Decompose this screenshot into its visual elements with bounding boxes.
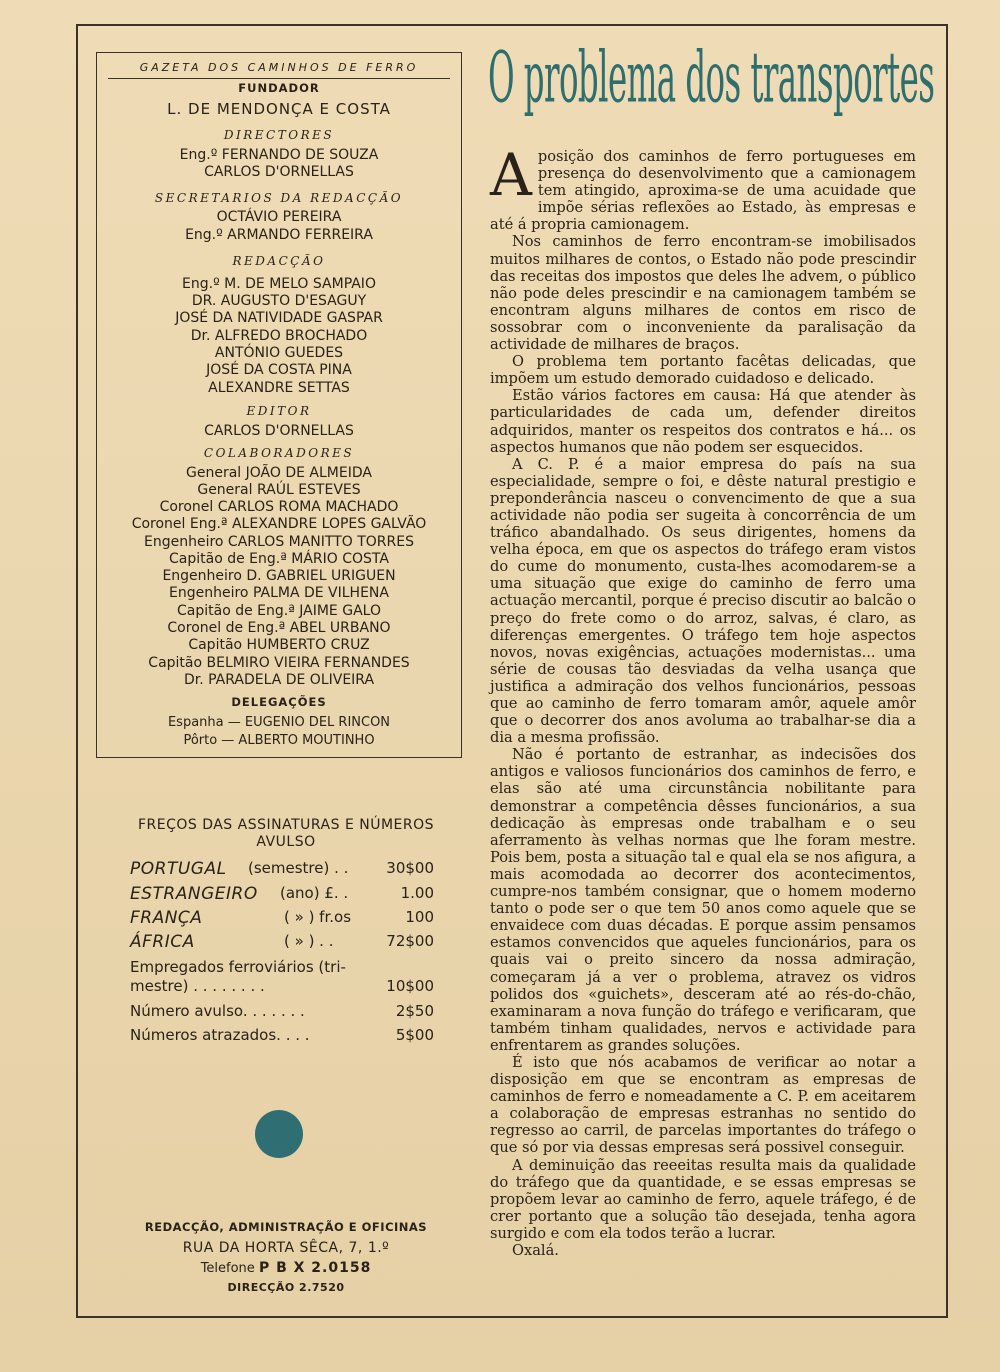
- editor-label: EDITOR: [246, 404, 312, 418]
- colaborador-name: Coronel CARLOS ROMA MACHADO: [159, 499, 399, 515]
- price-row: [130, 908, 434, 930]
- price-value: 2$50: [395, 1002, 434, 1020]
- prices-title-line: FREÇOS DAS ASSINATURAS E NÚMEROS: [137, 817, 435, 833]
- colaborador-name: Coronel Eng.ª ALEXANDRE LOPES GALVÃO: [131, 516, 427, 532]
- directores-label: DIRECTORES: [223, 128, 335, 142]
- article-paragraph: O problema tem portanto facêtas delicadas, que impõem um estudo demorado cuidadoso e delicado.: [490, 353, 916, 388]
- price-region: FRANÇA: [130, 908, 203, 928]
- article-body: [490, 141, 916, 1259]
- article-paragraph: É isto que nós acabamos de verificar ao notar a disposição em que se encontram as empresas de caminhos de ferro e nomeadamente a C. P. em aceitarem a colaboração de empresas estranhas no sentido do regresso ao carril, de parcelas importantes do tráfego o que só por via dessas empresas será possivel conseguir.: [490, 1053, 916, 1157]
- colaborador-name: General RAÚL ESTEVES: [197, 482, 361, 498]
- redaccao-label: REDACÇÃO: [232, 254, 326, 268]
- price-value: 100: [405, 908, 434, 926]
- price-region: PORTUGAL: [130, 859, 227, 879]
- direccao-line: DIRECÇÃO 2.7520: [227, 1281, 345, 1294]
- editor-name: CARLOS D'ORNELLAS: [204, 423, 354, 439]
- price-period: (semestre) . .: [248, 859, 349, 877]
- colaboradores-label: COLABORADORES: [203, 446, 355, 460]
- price-value: 5$00: [395, 1026, 434, 1044]
- colaborador-name: Capitão de Eng.ª MÁRIO COSTA: [169, 551, 389, 567]
- price-row: [130, 932, 434, 954]
- article-paragraph: Oxalá.: [512, 1242, 559, 1259]
- price-row: [130, 859, 434, 881]
- redaccao-name: JOSÉ DA NATIVIDADE GASPAR: [175, 310, 383, 326]
- colaborador-name: Capitão HUMBERTO CRUZ: [188, 637, 370, 653]
- redaccao-name: Eng.º M. DE MELO SAMPAIO: [182, 276, 376, 292]
- telefone-line: [100, 1260, 472, 1276]
- fundador-label: FUNDADOR: [238, 81, 320, 95]
- article-paragraph: Estão vários factores em causa: Há que atender às particularidades de cada um, defender direitos adquiridos, manter os respeitos dos contratos e há... os aspectos humanos que não podem ser esquecidos.: [490, 387, 916, 456]
- colaborador-name: Engenheiro D. GABRIEL URIGUEN: [162, 568, 396, 584]
- fundador-name: L. DE MENDONÇA E COSTA: [167, 100, 391, 118]
- price-row: [130, 977, 434, 999]
- redaccao-name: DR. AUGUSTO D'ESAGUY: [191, 293, 367, 309]
- director-name: CARLOS D'ORNELLAS: [204, 164, 354, 180]
- price-avulso: Número avulso. . . . . . .: [130, 1002, 305, 1020]
- price-region: ESTRANGEIRO: [130, 884, 258, 904]
- price-value: 10$00: [386, 977, 434, 995]
- telefone-number: P B X 2.0158: [258, 1260, 372, 1276]
- price-atrasados: Números atrazados. . . .: [130, 1026, 310, 1044]
- prices-title-line: AVULSO: [256, 834, 316, 850]
- article-paragraph: Não é portanto de estranhar, as indecisões dos antigos e valiosos funcionários dos caminhos de ferro, e elas são até uma circunstância nobilitante para demonstrar a competência dêsses funcionários, a sua dedicação às empresas onde trabalham e o seu aferramento às velhas normas que lhe foram mestre. Pois bem, posta a situação tal e qual ela se nos afigura, a mais acomodada ao decorrer dos acontecimentos, cumpre-nos também consignar, que o homem moderno tanto o pode ser o que tem 50 anos como aquele que se envaidece com duas décadas. E porque assim pensamos estamos convencidos que aqueles funcionários, para os quais vai o preito sincero da nossa admiração, começaram já a ver o problema, atravez os vidros polidos dos «guichets», desceram até ao rés-do-chão, examinaram a nova função do tráfego e verificaram, que também tinham qualidades, nervos e actividade para enfrentarem as grandes soluções.: [490, 746, 916, 1054]
- price-period: (ano) £. .: [280, 884, 349, 902]
- publication-name: GAZETA DOS CAMINHOS DE FERRO: [139, 61, 419, 74]
- delegacao-line: Espanha — EUGENIO DEL RINCON: [167, 715, 391, 730]
- redaccao-name: JOSÉ DA COSTA PINA: [206, 362, 352, 378]
- price-period: ( » ) . .: [284, 932, 334, 950]
- secretario-name: Eng.º ARMANDO FERREIRA: [185, 227, 373, 243]
- drop-cap: A: [490, 141, 532, 209]
- paragraph-text: posição dos caminhos de ferro portugueses em presença do desenvolvimento que a camionagem tem atingido, aproxima-se de uma acuidade que impõe sérias reflexões ao Estado, às empresas e até á propria camionagem.: [490, 148, 916, 234]
- prices-title: [100, 817, 472, 851]
- price-period: ( » ) fr.os: [284, 908, 352, 926]
- article-paragraph: A deminuição das reeeitas resulta mais da qualidade do tráfego que da quantidade, e se essas empresas se propõem levar ao caminho de ferro, aquele tráfego, é de crer portanto que a solução tão desejada, tenha agora surgido e com ela todos terão a lucrar.: [490, 1156, 916, 1242]
- redaccao-name: ALEXANDRE SETTAS: [208, 380, 350, 396]
- colaborador-name: General JOÃO DE ALMEIDA: [186, 465, 372, 481]
- redaccao-name: ANTÓNIO GUEDES: [214, 345, 344, 361]
- redaccao-name: Dr. ALFREDO BROCHADO: [190, 328, 368, 344]
- secretario-name: OCTÁVIO PEREIRA: [216, 209, 342, 225]
- secretarios-label: SECRETARIOS DA REDACÇÃO: [154, 191, 404, 205]
- price-empregados-line: mestre) . . . . . . . .: [130, 977, 265, 995]
- price-row: [130, 884, 434, 906]
- price-value: 30$00: [386, 859, 434, 877]
- decorative-dot: [255, 1110, 303, 1158]
- colaborador-name: Capitão de Eng.ª JAIME GALO: [177, 603, 381, 619]
- director-name: Eng.º FERNANDO DE SOUZA: [179, 147, 379, 163]
- price-value: 72$00: [386, 932, 434, 950]
- publication-rule: [108, 78, 450, 79]
- article-paragraph: [490, 141, 916, 234]
- article-paragraph: A C. P. é a maior empresa do país na sua especialidade, sempre o foi, e dêste natural prestigio e preponderância nasceu o convencimento de que a sua actividade não podia ser sugeita à concorrência de um tráfico abandalhado. Os seus dirigentes, homens da velha época, em que os aspectos do tráfego eram vistos do cume do monumento, custa-lhes acomodarem-se a uma situação que exige do caminho de ferro uma actuação mercantil, porque é preciso discutir ao balcão o preço do frete como o do arroz, salvas, é claro, as diferenças emergentes. O tráfego tem hoje aspectos novos, novas exigências, actuações modernistas... uma série de cousas tão desviadas da velha usança que justifica a admiração dos velhos funcionários, pessoas que ao caminho de ferro tomaram amôr, aquele amôr que o decorrer dos anos avoluma ao trabalhar-se dia a dia a mesma profissão.: [490, 455, 916, 747]
- price-empregados: [130, 958, 434, 976]
- colaborador-name: Capitão BELMIRO VIEIRA FERNANDES: [148, 655, 410, 671]
- delegacao-line: Pôrto — ALBERTO MOUTINHO: [183, 733, 375, 748]
- colaborador-name: Dr. PARADELA DE OLIVEIRA: [183, 672, 375, 688]
- telefone-label: Telefone: [200, 1261, 255, 1276]
- delegacoes-label: DELEGAÇÕES: [231, 695, 327, 709]
- colaborador-name: Engenheiro CARLOS MANITTO TORRES: [143, 534, 414, 550]
- article-paragraph: Nos caminhos de ferro encontram-se imobilisados muitos milhares de contos, o Estado não pode prescindir das receitas dos impostos que deles lhe advem, o público não pode deles prescindir e na camionagem também se encontram alguns milhares de contos em risco de sossobrar com o inconveniente da paralisação da actividade de milhares de braços.: [490, 233, 916, 354]
- address-line: RUA DA HORTA SÊCA, 7, 1.º: [182, 1240, 390, 1256]
- price-row: [130, 1026, 434, 1048]
- colaborador-name: Coronel de Eng.ª ABEL URBANO: [167, 620, 391, 636]
- address-line: REDACÇÃO, ADMINISTRAÇÃO E OFICINAS: [144, 1220, 428, 1234]
- price-region: ÁFRICA: [130, 932, 195, 952]
- price-value: 1.00: [400, 884, 434, 902]
- colaborador-name: Engenheiro PALMA DE VILHENA: [169, 585, 389, 601]
- article-title: O problema dos transportes: [488, 37, 935, 119]
- price-empregados-line: Empregados ferroviários (tri-: [130, 958, 346, 976]
- price-row: [130, 1002, 434, 1024]
